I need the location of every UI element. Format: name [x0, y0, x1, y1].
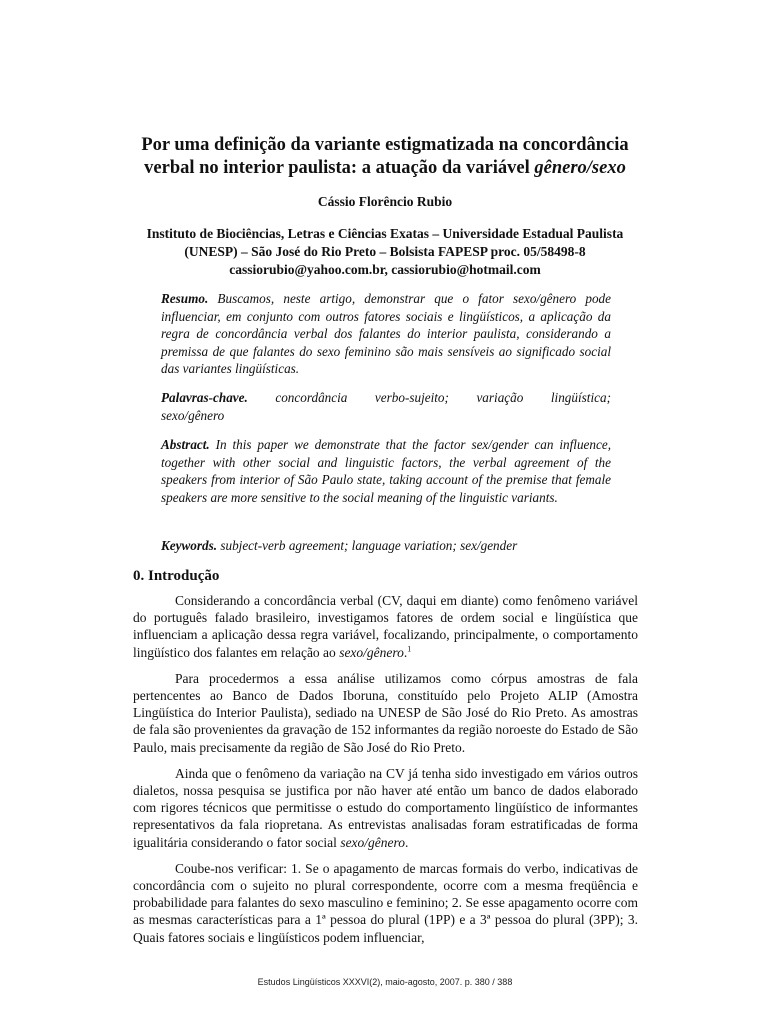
palavras-chave-label: Palavras-chave. [161, 390, 248, 405]
body-text [133, 592, 638, 955]
affiliation-line-1: Instituto de Biociências, Letras e Ciências Exatas – Universidade Estadual Paulista [146, 226, 624, 241]
section-heading: 0. Introdução [133, 568, 220, 584]
title-line-1: Por uma definição da variante estigmatizada na concordância [141, 135, 629, 155]
abstract-text: In this paper we demonstrate that the factor sex/gender can influence, together with other social and linguistic factors, the verbal agreement of the speakers from interior of São Paulo state, taking account of the premise that female speakers are more sensitive to the social meaning of the linguistic variants. [161, 437, 612, 505]
paragraph-2: Para procedermos a essa análise utilizamos como córpus amostras de fala pertencentes ao Banco de Dados Iboruna, constituído pelo Projeto ALIP (Amostra Lingüística do Interior Paulista), sediado na UNESP de São José do Rio Preto. As amostras de fala são provenientes da gravação de 152 informantes da região noroeste do Estado de São Paulo, mais precisamente da região de São José do Rio Preto. [133, 670, 638, 755]
palavras-chave-line [161, 389, 611, 407]
keywords-block [161, 537, 611, 555]
paragraph-3-text: Ainda que o fenômeno da variação na CV já tenha sido investigado em vários outros dialetos, nossa pesquisa se justifica por não haver até então um banco de dados elaborado com rigores técnicos que permitisse o estudo do comportamento lingüístico de informantes representativos da fala riopretana. As entrevistas analisadas foram estratificadas de forma igualitária considerando o fator social [133, 765, 638, 850]
abstract-block [161, 436, 611, 506]
title-line-2-text: verbal no interior paulista: a atuação da variável [144, 158, 535, 178]
affiliation [120, 225, 650, 279]
palavras-chave-word-5: sexo/gênero [161, 407, 225, 423]
paragraph-4: Coube-nos verificar: 1. Se o apagamento de marcas formais do verbo, indicativas de concordância com o sujeito no plural correspondente, ocorre com a mesma freqüência e probabilidade para falantes do sexo masculino e feminino; 2. Se esse apagamento ocorre com as mesmas características para a 1ª pessoa do plural (1PP) e a 3ª pessoa do plural (3PP); 3. Quais fatores sociais e lingüísticos podem influenciar, [133, 860, 638, 945]
paragraph-3 [133, 765, 638, 851]
paragraph-3-emphasis: sexo/gênero [340, 834, 406, 850]
resumo-block [161, 290, 611, 378]
palavras-chave-word-4: lingüística; [550, 390, 611, 405]
affiliation-line-2: (UNESP) – São José do Rio Preto – Bolsista FAPESP proc. 05/58498-8 [184, 244, 586, 259]
title-line-2 [100, 157, 670, 180]
palavras-chave-word-2: verbo-sujeito; [374, 390, 449, 405]
paragraph-1-text: Considerando a concordância verbal (CV, daqui em diante) como fenômeno variável do português falado brasileiro, investigamos fatores de ordem social e lingüística que influenciam a aplicação dessa regra variável, focalizando, principalmente, o comportamento lingüístico dos falantes em relação ao [133, 593, 638, 660]
palavras-chave-block [161, 389, 611, 424]
abstract-label: Abstract. [161, 437, 210, 452]
resumo-text: Buscamos, neste artigo, demonstrar que o fator sexo/gênero pode influenciar, em conjunto com outros fatores sociais e lingüísticos, a aplicação da regra de concordância verbal dos falantes do interior paulista, considerando a premissa de que falantes do sexo feminino são mais sensíveis ao significado social das variantes lingüísticas. [161, 291, 611, 376]
paragraph-1 [133, 592, 638, 661]
title-line-2-emphasis: gênero/sexo [534, 158, 626, 178]
paragraph-1-emphasis: sexo/gênero [339, 644, 404, 660]
keywords-label: Keywords. [161, 538, 218, 553]
paragraph-1-end: . [403, 644, 408, 660]
paragraph-3-end: . [405, 834, 409, 850]
affiliation-emails: cassiorubio@yahoo.com.br, cassiorubio@hotmail.com [229, 262, 541, 277]
resumo-label: Resumo. [161, 291, 209, 306]
paper-title [100, 134, 670, 180]
page-footer: Estudos Lingüísticos XXXVI(2), maio-agosto, 2007. p. 380 / 388 [257, 977, 513, 987]
keywords-text: subject-verb agreement; language variation; sex/gender [220, 538, 518, 553]
author-name: Cássio Florêncio Rubio [317, 194, 453, 209]
palavras-chave-word-3: variação [476, 390, 524, 405]
palavras-chave-word-1: concordância [275, 390, 348, 405]
footnote-marker[interactable]: 1 [407, 644, 412, 654]
